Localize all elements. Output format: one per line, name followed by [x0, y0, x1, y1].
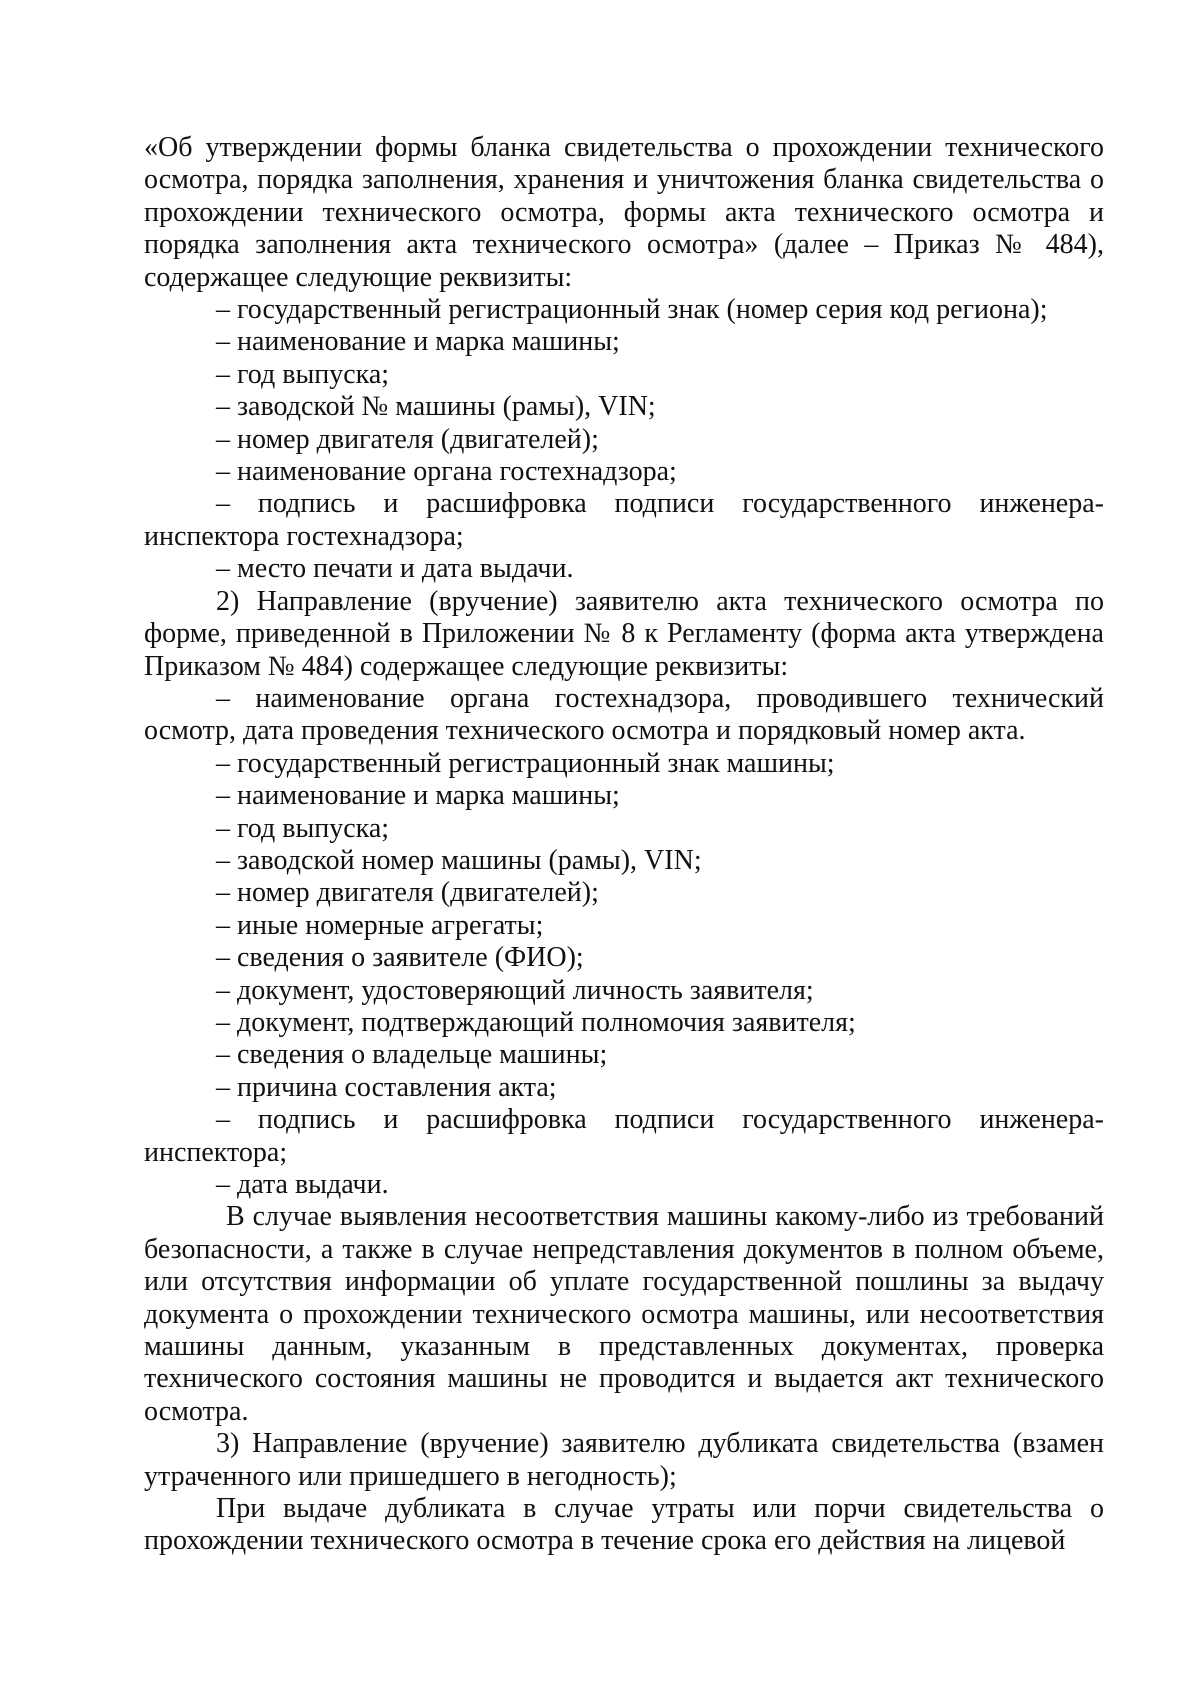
list2-item-7: – иные номерные агрегаты; [216, 909, 544, 941]
list2-item-9: – документ, удостоверяющий личность заявителя; [216, 974, 814, 1006]
list2-item-1: – наименование органа гостехнадзора, проводившего технический осмотр, дата проведения технического осмотра и порядковый номер акта. [144, 682, 1104, 747]
point-3-paragraph: 3) Направление (вручение) заявителю дубликата свидетельства (взамен утраченного или пришедшего в негодность); [144, 1428, 1104, 1492]
point-2-paragraph: 2) Направление (вручение) заявителю акта технического осмотра по форме, приведенной в Приложении № 8 к Регламенту (форма акта утверждена Приказом № 484) содержащее следующие реквизиты: [144, 585, 1104, 682]
list2-item-6: – номер двигателя (двигателей); [216, 877, 599, 909]
list1-item-3: – год выпуска; [216, 358, 390, 390]
list1-item-4: – заводской № машины (рамы), VIN; [216, 391, 656, 423]
list1-item-1: – государственный регистрационный знак (номер серия код региона); [216, 294, 1048, 326]
list1-item-6: – наименование органа гостехнадзора; [216, 456, 677, 488]
non-compliance-paragraph: В случае выявления несоответствия машины какому-либо из требований безопасности, а также в случае непредставления документов в полном объеме, или отсутствия информации об уплате государственной пошлины за выдачу документа о прохождении технического осмотра машины, или несоответствия машины данным, указанным в представленных документах, проверка технического состояния машины не проводится и выдается акт технического осмотра. [144, 1201, 1104, 1427]
list2-item-11: – сведения о владельце машины; [216, 1039, 608, 1071]
document-page [144, 132, 1104, 1558]
list2-item-14: – дата выдачи. [216, 1169, 389, 1200]
intro-paragraph: «Об утверждении формы бланка свидетельства о прохождении технического осмотра, порядка заполнения, хранения и уничтожения бланка свидетельства о прохождении технического осмотра, формы акта технического осмотра и порядка заполнения акта технического осмотра» (далее – Приказ № 484), содержащее следующие реквизиты: [144, 132, 1104, 293]
duplicate-paragraph: При выдаче дубликата в случае утраты или порчи свидетельства о прохождении технического осмотра в течение срока его действия на лицевой [144, 1493, 1104, 1557]
list1-item-5: – номер двигателя (двигателей); [216, 423, 599, 455]
list2-item-2: – государственный регистрационный знак машины; [216, 747, 835, 779]
list2-item-12: – причина составления акта; [216, 1071, 557, 1103]
list2-item-4: – год выпуска; [216, 812, 390, 844]
list2-item-13: – подпись и расшифровка подписи государственного инженера-инспектора; [144, 1104, 1104, 1168]
list1-item-2: – наименование и марка машины; [216, 326, 620, 358]
list2-item-5: – заводской номер машины (рамы), VIN; [216, 844, 702, 876]
list2-item-8: – сведения о заявителе (ФИО); [216, 942, 584, 974]
list1-item-8: – место печати и дата выдачи. [216, 553, 574, 585]
list2-item-10: – документ, подтверждающий полномочия заявителя; [216, 1006, 856, 1038]
list1-item-7: – подпись и расшифровка подписи государственного инженера-инспектора гостехнадзора; [144, 488, 1104, 552]
list2-item-3: – наименование и марка машины; [216, 780, 620, 812]
